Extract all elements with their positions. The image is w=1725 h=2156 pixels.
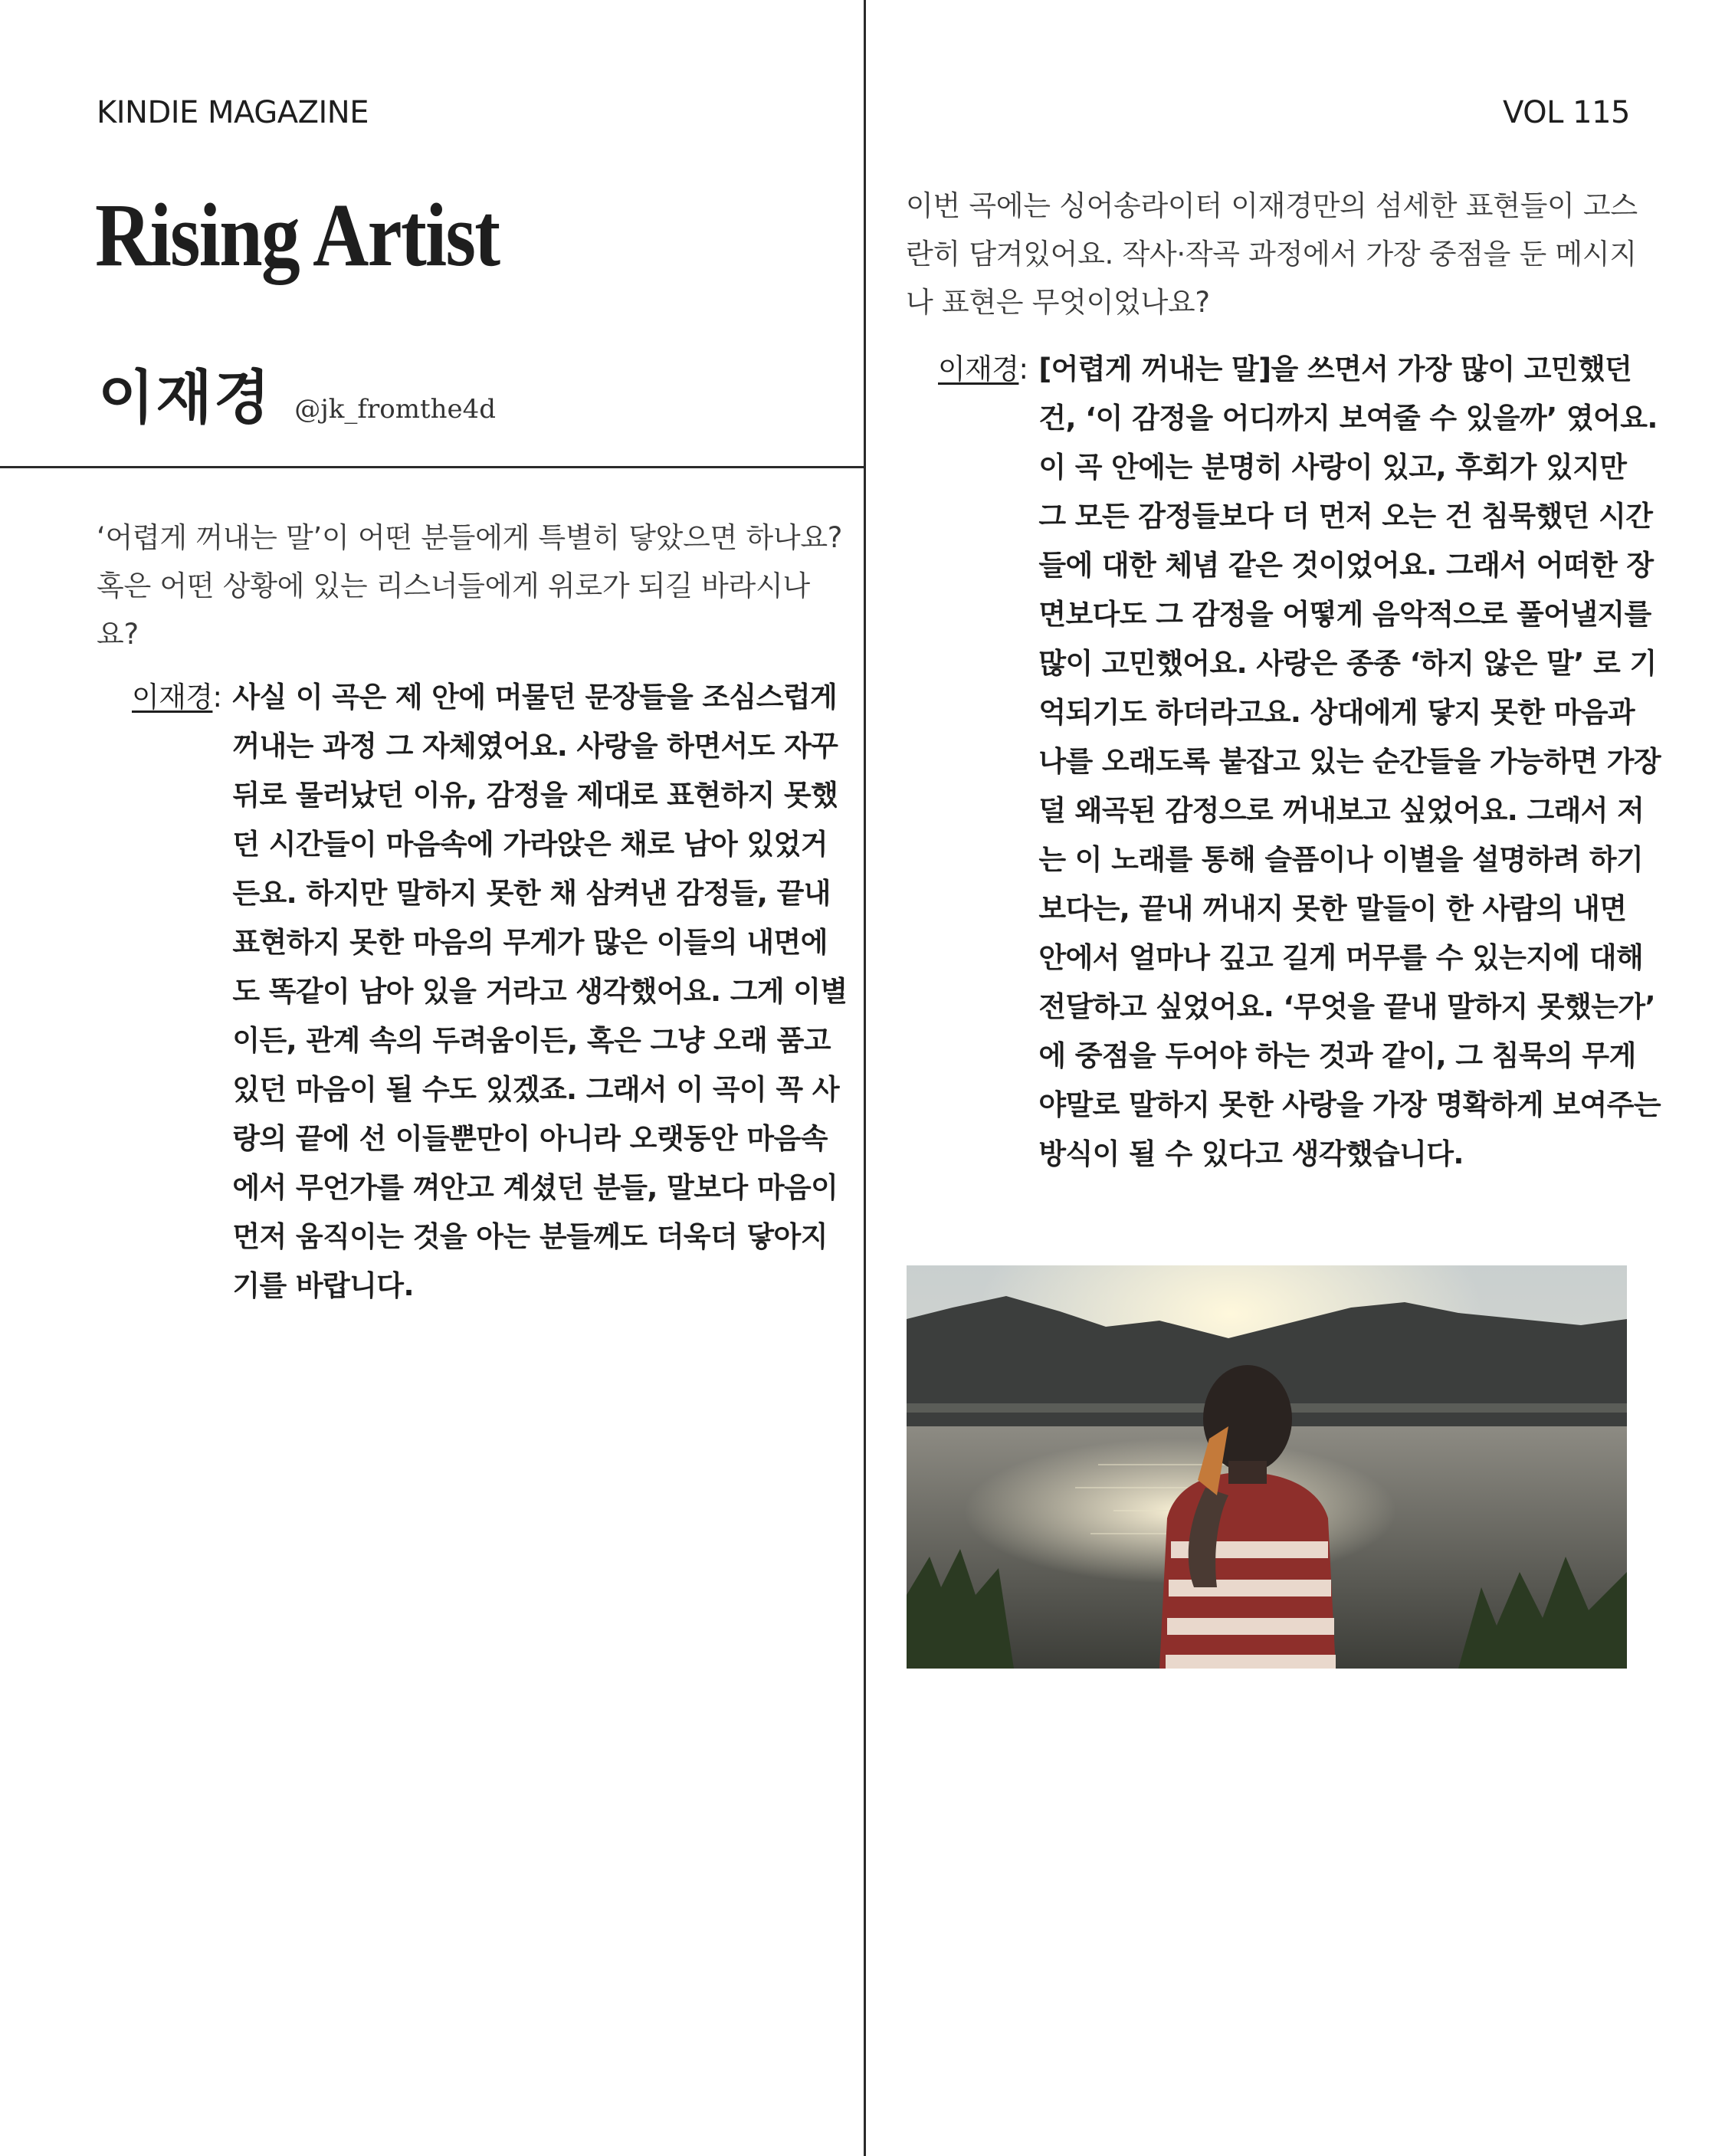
artist-photo — [907, 1265, 1627, 1669]
answer-speaker: 이재경 — [132, 681, 213, 714]
magazine-name: KINDIE MAGAZINE — [97, 95, 369, 130]
answer-text: 사실 이 곡은 제 안에 머물던 문장들을 조심스럽게 꺼내는 과정 그 자체였어요. 사랑을 하면서도 자꾸 뒤로 물러났던 이유, 감정을 제대로 표현하지 못했던 시간들이 마음속에 가라앉은 채로 남아 있었거든요. 하지만 말하지 못한 채 삼켜낸 감정들, 끝내 표현하지 못한 마음의 무게가 많은 이들의 내면에도 똑같이 남아 있을 거라고 생각했어요. 그게 이별이든, 관계 속의 두려움이든, 혹은 그냥 오래 품고 있던 마음이 될 수도 있겠죠. 그래서 이 곡이 꼭 사랑의 끝에 선 이들뿐만이 아니라 오랫동안 마음속에서 무언가를 껴안고 계셨던 분들, 말보다 마음이 먼저 움직이는 것을 아는 분들께도 더욱더 닿아지기를 바랍니다. — [232, 681, 848, 1302]
interview-question-1: ‘어렵게 꺼내는 말’이 어떤 분들에게 특별히 닿았으면 하나요? 혹은 어떤 상황에 있는 리스너들에게 위로가 되길 바라시나요? — [97, 521, 843, 651]
speaker-colon: : — [1018, 353, 1028, 386]
interview-answer-1 — [132, 673, 848, 1311]
answer-text: [어렵게 꺼내는 말]을 쓰면서 가장 많이 고민했던 건, ‘이 감정을 어디까지 보여줄 수 있을까’ 였어요. 이 곡 안에는 분명히 사랑이 있고, 후회가 있지만 그 모든 감정들보다 더 먼저 오는 건 침묵했던 시간들에 대한 체념 같은 것이었어요. 그래서 어떠한 장면보다도 그 감정을 어떻게 음악적으로 풀어낼지를 많이 고민했어요. 사랑은 종종 ‘하지 않은 말’ 로 기억되기도 하더라고요. 상대에게 닿지 못한 마음과 나를 오래도록 붙잡고 있는 순간들을 가능하면 가장 덜 왜곡된 감정으로 꺼내보고 싶었어요. 그래서 저는 이 노래를 통해 슬픔이나 이별을 설명하려 하기보다는, 끝내 꺼내지 못한 말들이 한 사람의 내면 안에서 얼마나 깊고 길게 머무를 수 있는지에 대해 전달하고 싶었어요. ‘무엇을 끝내 말하지 못했는가’ 에 중점을 두어야 하는 것과 같이, 그 침묵의 무게야말로 말하지 못한 사랑을 가장 명확하게 보여주는 방식이 될 수 있다고 생각했습니다. — [1038, 353, 1661, 1170]
section-title: Rising Artist — [95, 185, 500, 285]
answer-speaker: 이재경 — [938, 353, 1019, 386]
column-divider-vertical — [864, 0, 866, 2156]
speaker-colon: : — [212, 681, 222, 714]
artist-heading — [98, 351, 496, 435]
artist-name: 이재경 — [98, 363, 272, 432]
interview-answer-2 — [938, 345, 1662, 1179]
interview-question-2: 이번 곡에는 싱어송라이터 이재경만의 섬세한 표현들이 고스란히 담겨있어요. 작사·작곡 과정에서 가장 중점을 둔 메시지나 표현은 무엇이었나요? — [906, 189, 1638, 319]
header-divider-horizontal — [0, 466, 865, 468]
artist-handle: @jk_fromthe4d — [294, 394, 497, 425]
volume-number: VOL 115 — [1503, 95, 1630, 130]
